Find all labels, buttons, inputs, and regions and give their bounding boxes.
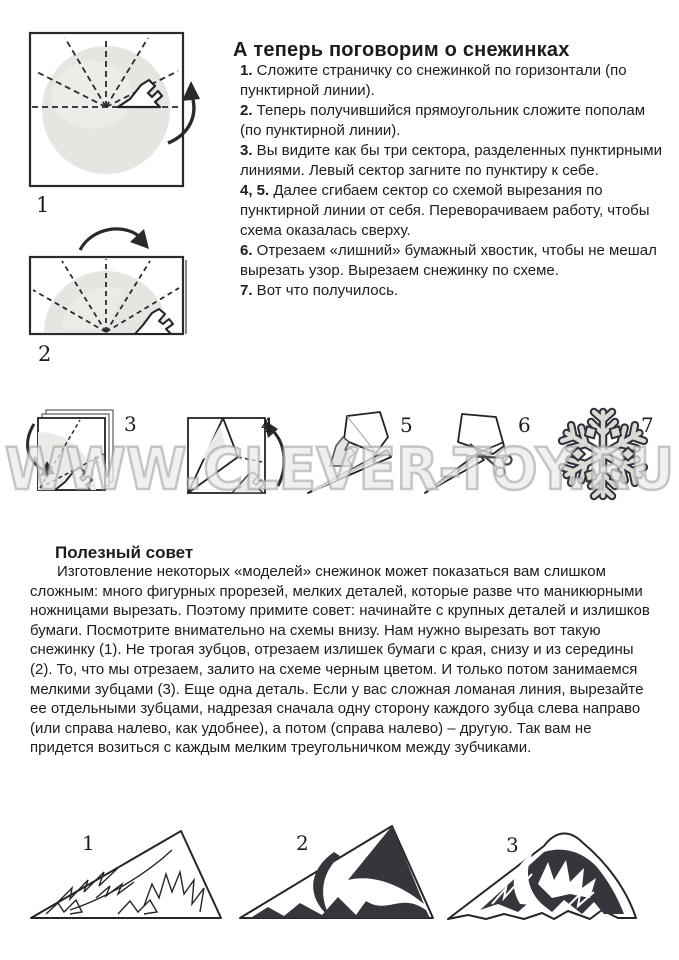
- scheme3-diagram: [446, 822, 646, 927]
- step-number: 6.: [240, 242, 253, 259]
- fig6-label: 6: [518, 413, 531, 437]
- fig2-label: 2: [38, 342, 52, 366]
- page-title: А теперь поговорим о снежинках: [233, 39, 570, 62]
- step-text: Теперь получившийся прямоугольник сложите пополам (по пунктирной линии).: [240, 102, 646, 139]
- scheme1-label: 1: [82, 831, 95, 855]
- scheme1-diagram: [26, 824, 241, 929]
- fig5-label: 5: [400, 413, 413, 437]
- step-text: Отрезаем «лишний» бумажный хвостик, чтобы не мешал вырезать узор. Вырезаем снежинку по схеме.: [240, 242, 657, 279]
- fig3-label: 3: [124, 412, 137, 436]
- step-number: 2.: [240, 102, 253, 119]
- fig7-label: 7: [641, 413, 654, 437]
- instruction-item: [240, 101, 664, 141]
- instruction-item: [240, 61, 664, 101]
- step-number: 4, 5.: [240, 182, 270, 199]
- step-text: Вот что получилось.: [252, 282, 399, 299]
- step-text: Вы видите как бы три сектора, разделенных пунктирными линиями. Левый сектор загните по пунктиру к себе.: [240, 142, 662, 179]
- tip-heading: Полезный совет: [55, 543, 194, 563]
- flip-arrow-icon: [80, 229, 149, 250]
- instruction-item: [240, 141, 664, 181]
- tip-body: Изготовление некоторых «моделей» снежинок может показаться вам слишком сложным: много фигурных прорезей, мелких деталей, которые разве что маникюрными ножницами вырезать. Поэтому примите совет: начинайте с крупных деталей и излишков бумаги. Посмотрите внимательно на схемы внизу. Нам нужно вырезать вот такую снежинку (1). Не трогая зубцов, отрезаем излишек бумаги с края, снизу и из середины (2). То, что мы отрезаем, залито на схеме черным цветом. И только потом занимаемся мелкими зубцами (3). Еще одна деталь. Если у вас сложная ломаная линия, вырезайте ее отдельными зубцами, надрезая сначала одну сторону каждого зубца слева направо (или справа налево, как удобнее), а потом (справа налево) – другую. Так вам не придется возиться с каждым мелким треугольничком между зубчиками.: [30, 563, 650, 757]
- scheme3-label: 3: [506, 833, 519, 857]
- fig1-label: 1: [36, 193, 50, 217]
- instruction-item: [240, 181, 664, 241]
- instruction-item: [240, 241, 664, 281]
- fig4-label: 4: [261, 413, 274, 437]
- step-number: 7.: [240, 282, 253, 299]
- step-number: 3.: [240, 142, 253, 159]
- instructions-list: [240, 61, 664, 301]
- step-text: Сложите страничку со снежинкой по горизонтали (по пунктирной линии).: [240, 62, 627, 99]
- fig1-diagram: [28, 31, 206, 199]
- step-number: 1.: [240, 62, 253, 79]
- instruction-item: [240, 281, 664, 301]
- scheme2-diagram: [238, 822, 448, 927]
- step-text: Далее сгибаем сектор со схемой вырезания по пунктирной линии от себя. Переворачиваем работу, чтобы схема оказалась сверху.: [240, 182, 650, 239]
- fig2-diagram: [28, 218, 220, 368]
- paper-texture: [52, 61, 132, 129]
- scheme2-label: 2: [296, 831, 309, 855]
- watermark: WWW.CLEVER-TOY.RU: [4, 435, 675, 503]
